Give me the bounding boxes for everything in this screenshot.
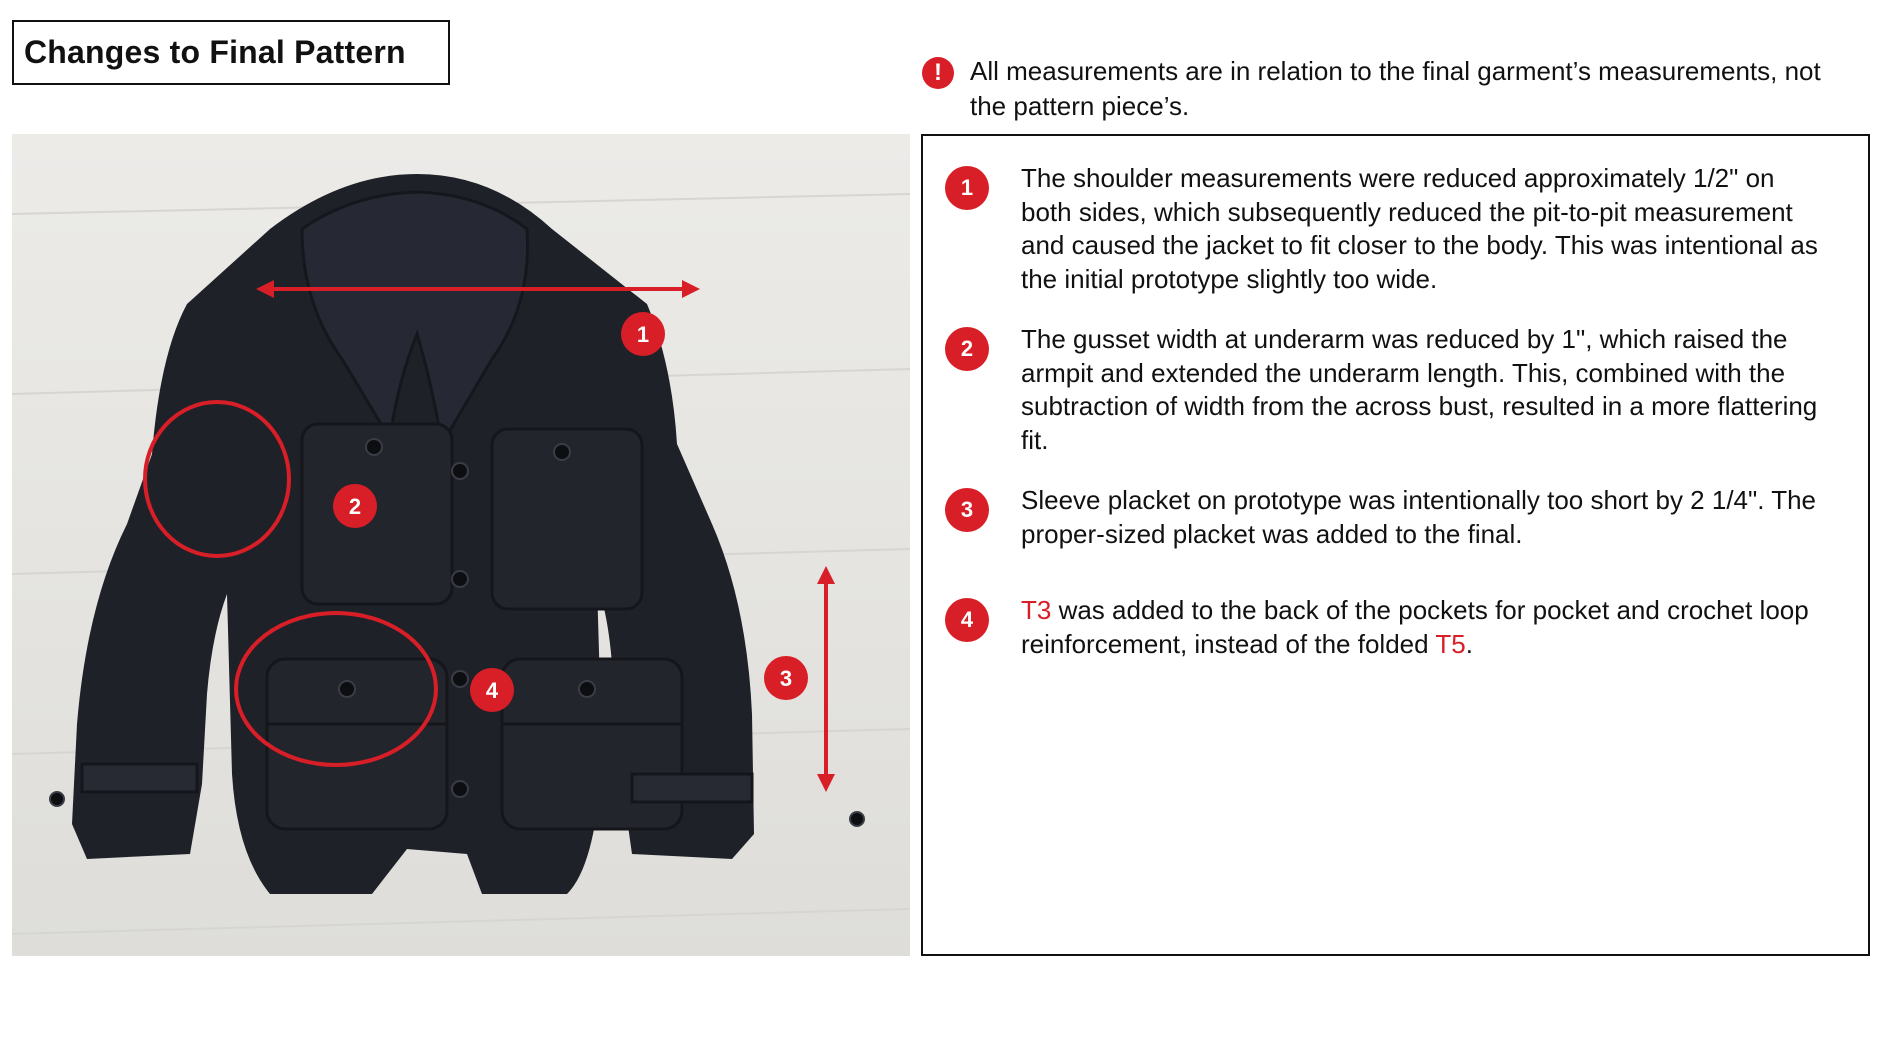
photo-marker-1: [621, 312, 665, 356]
photo-marker-4-label: 4: [485, 678, 499, 703]
t5-reference: T5: [1435, 628, 1466, 659]
exclamation-icon: !: [922, 57, 954, 89]
number-badge: 3: [945, 488, 989, 532]
change-item-2: [945, 323, 1825, 457]
photo-marker-2-label: 2: [348, 494, 362, 519]
number-badge: 2: [945, 327, 989, 371]
change-text: The gusset width at underarm was reduced by 1", which raised the armpit and extended the underarm length. This, combined with the subtraction of width from the across bust, resulted in a more flattering fit.: [1021, 324, 1818, 455]
change-text: The shoulder measurements were reduced approximately 1/2" on both sides, which subsequently reduced the pit-to-pit measurement and caused the jacket to fit closer to the body. This was intentional as the initial prototype slightly too wide.: [1021, 163, 1818, 294]
jacket: [50, 174, 864, 894]
photo-marker-2: [333, 484, 377, 528]
change-item-3: [945, 484, 1825, 551]
photo-marker-1-label: 1: [636, 322, 650, 347]
changes-panel: [921, 134, 1870, 956]
note-text: All measurements are in relation to the final garment’s measurements, not the pattern piece’s.: [970, 56, 1821, 121]
number-badge: 1: [945, 166, 989, 210]
measurement-note: [922, 54, 1862, 124]
change-item-1: [945, 162, 1825, 296]
measurement-arrow-3: [817, 566, 835, 792]
photo-marker-4: [470, 668, 514, 712]
change-item-4: [945, 594, 1825, 661]
jacket-illustration: [12, 134, 910, 956]
t3-reference: T3: [1021, 595, 1052, 625]
jacket-photo: [12, 134, 910, 956]
change-text: Sleeve placket on prototype was intentionally too short by 2 1/4". The proper-sized placket was added to the final.: [1021, 485, 1817, 549]
change-text-part-a: was added to the back of the pockets for pocket and crochet loop reinforcement, instead of the folded: [1021, 595, 1809, 659]
page-title: Changes to Final Pattern: [12, 20, 450, 85]
photo-marker-3-label: 3: [779, 666, 793, 691]
change-text-part-b: .: [1465, 628, 1473, 659]
photo-marker-3: [764, 656, 808, 700]
change-text: [1021, 594, 1825, 661]
number-badge: 4: [945, 598, 989, 642]
